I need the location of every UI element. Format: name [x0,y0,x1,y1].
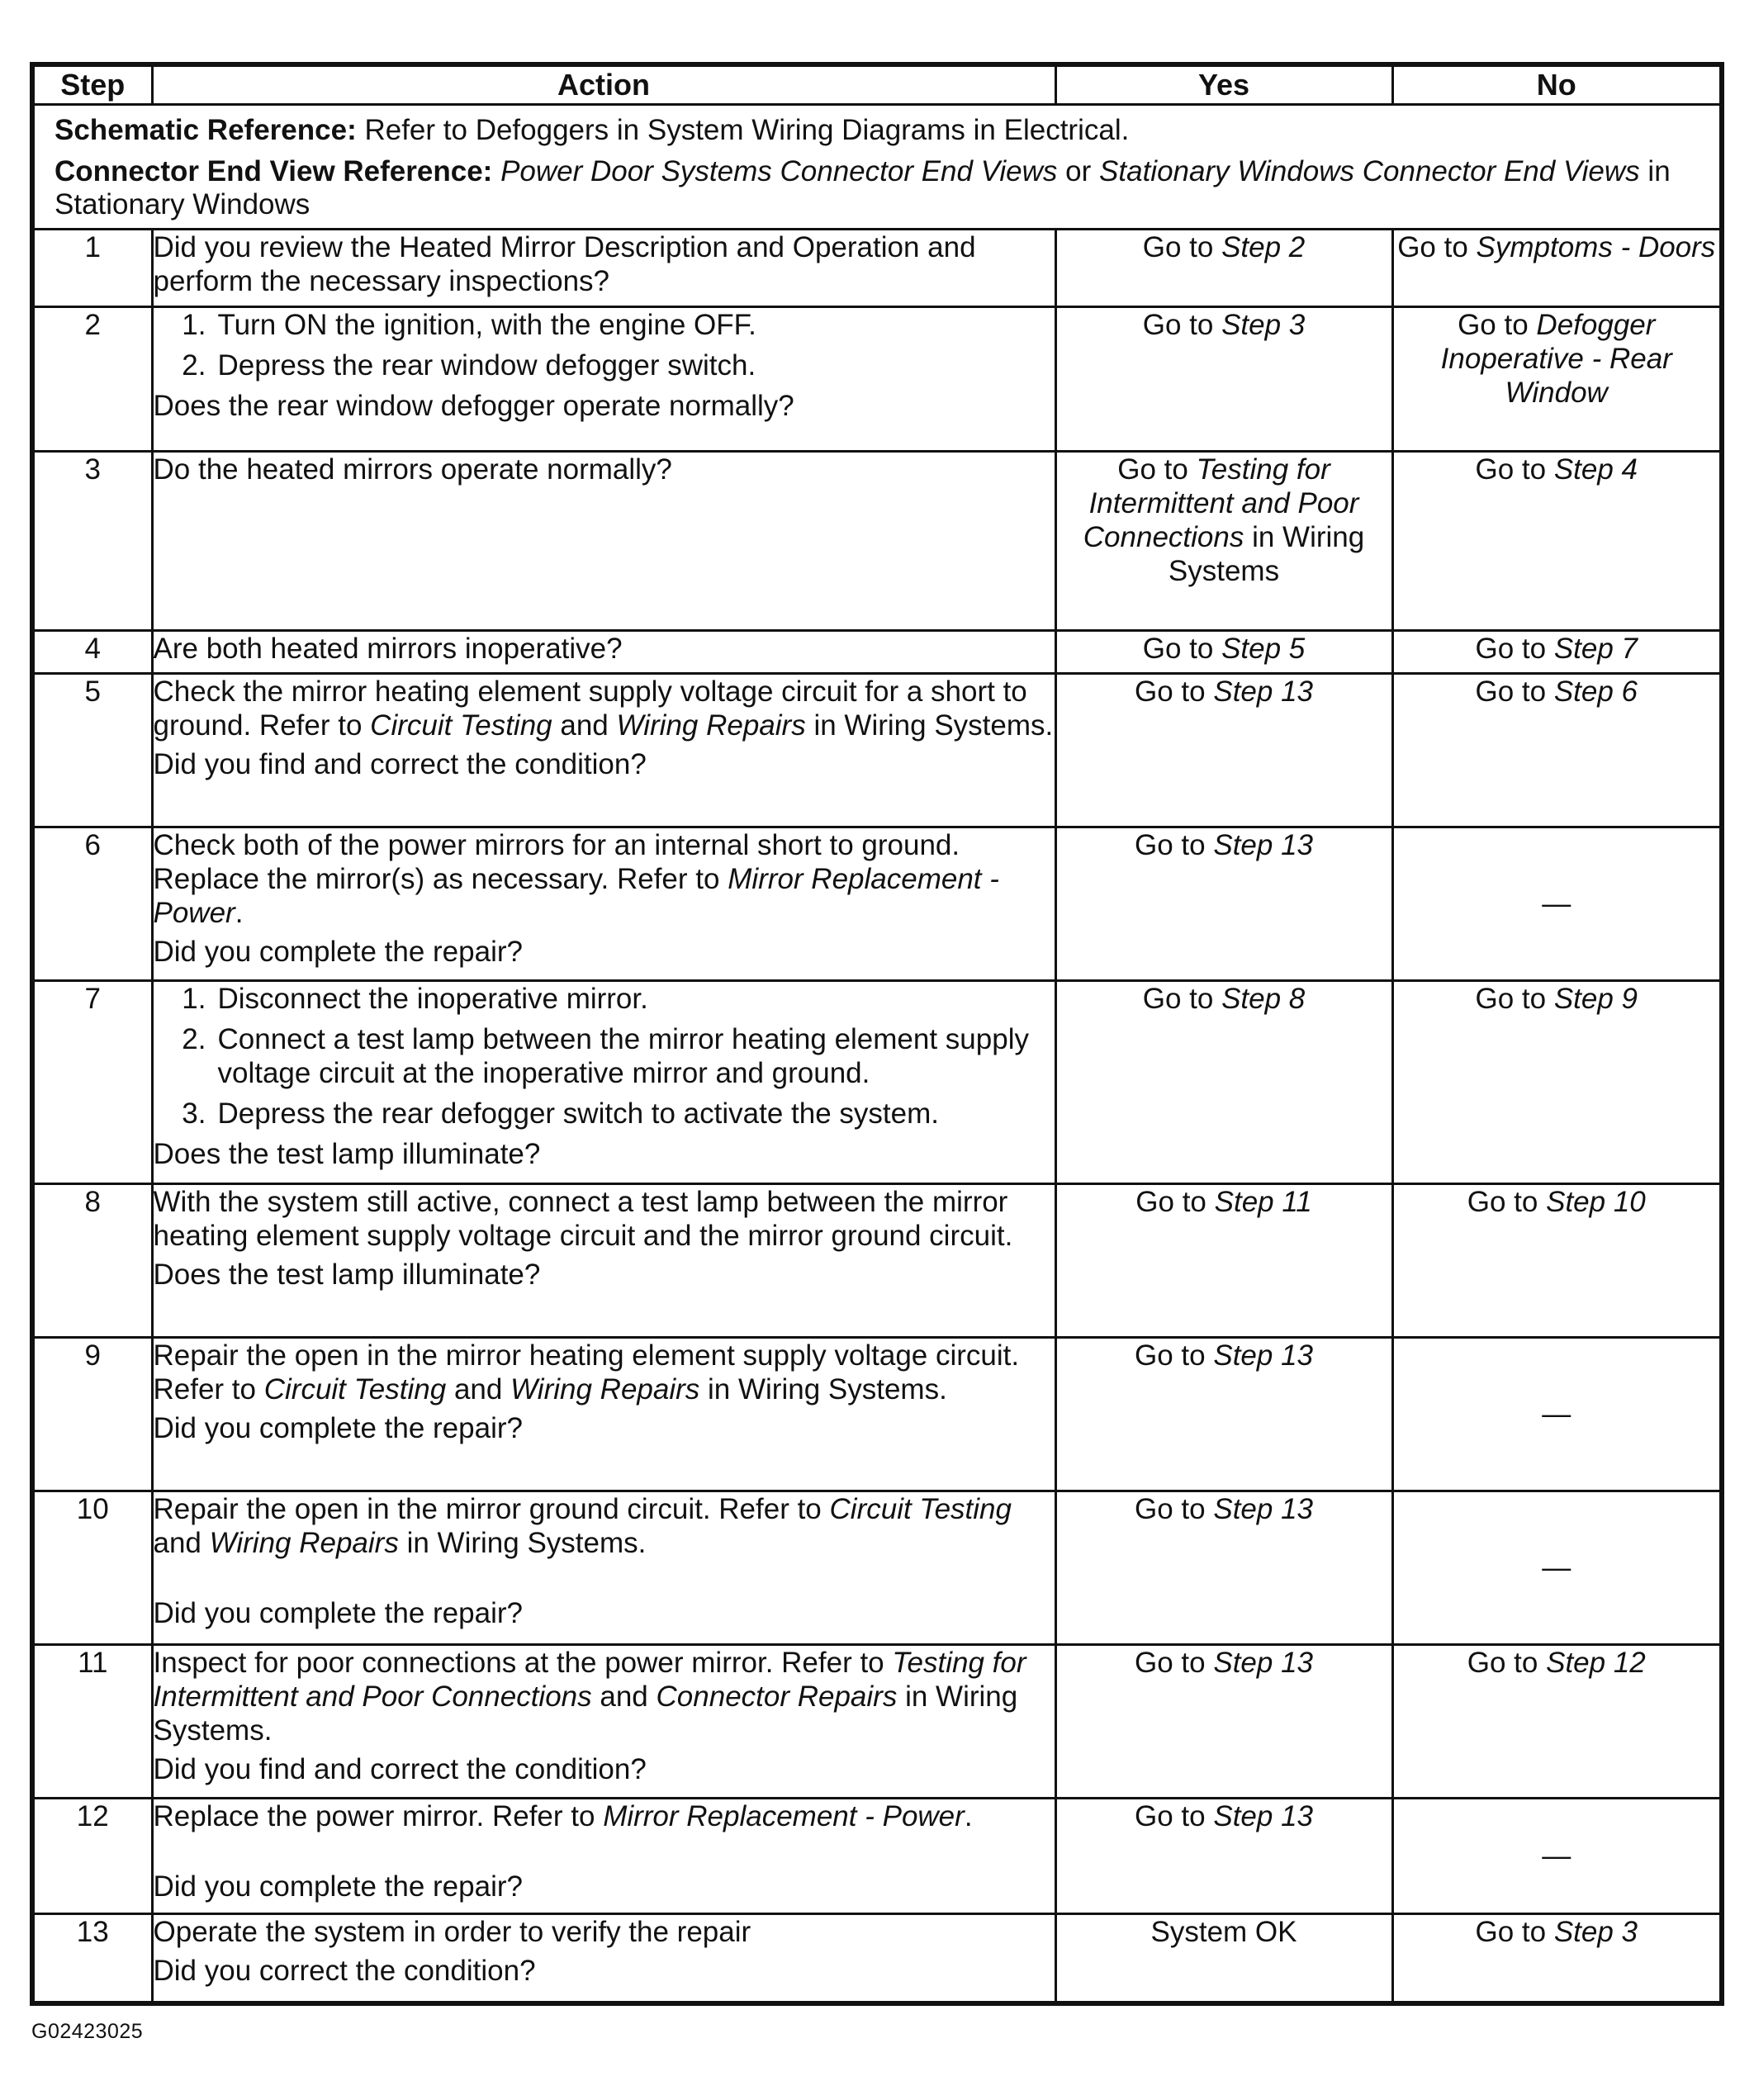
no-prefix: Go to [1475,453,1547,486]
yes-cell [1055,1184,1392,1338]
table-row [35,1338,1719,1491]
table-row [35,1799,1719,1914]
no-cell [1392,452,1719,631]
action-text: Inspect for poor connections at the power mirror. Refer to Testing for Intermittent and Poor Connections and Connector Repairs in Wiring Systems. [153,1647,1026,1747]
yes-link[interactable]: Step 2 [1221,231,1306,263]
connector-link-stationary[interactable]: Stationary Windows Connector End Views [1099,155,1640,187]
table-row [35,981,1719,1184]
action-text: Repair the open in the mirror heating element supply voltage circuit. Refer to Circuit Testing and Wiring Repairs in Wiring Systems. [153,1339,1020,1406]
yes-cell [1055,1914,1392,2001]
step-number: 4 [35,631,152,674]
substep: 1. Disconnect the inoperative mirror. [182,983,648,1015]
yes-cell [1055,1491,1392,1645]
no-prefix: Go to [1475,633,1547,665]
action-question: Does the test lamp illuminate? [153,1138,541,1170]
no-link[interactable]: Step 3 [1553,1916,1638,1948]
yes-result: System OK [1150,1916,1297,1948]
yes-link[interactable]: Step 11 [1214,1186,1312,1218]
yes-cell [1055,230,1392,307]
action-question: Did you complete the repair? [153,1412,523,1444]
header-action: Action [152,67,1055,105]
no-link[interactable]: Defogger Inoperative - Rear Window [1440,309,1672,409]
table-row [35,1914,1719,2001]
no-prefix: Go to [1475,676,1547,708]
action-question: Did you complete the repair? [153,936,523,968]
yes-cell [1055,1645,1392,1799]
schematic-reference [55,114,1699,147]
no-link[interactable]: Step 10 [1546,1186,1646,1218]
no-link[interactable]: Step 9 [1553,983,1638,1015]
action-text: Check the mirror heating element supply voltage circuit for a short to ground. Refer to Circuit Testing and Wiring Repairs in Wiring Systems. [153,676,1054,742]
yes-prefix: Go to [1135,676,1206,708]
ref-link[interactable]: Wiring Repairs [510,1373,700,1406]
no-link[interactable]: Step 6 [1553,676,1638,708]
action-question: Did you complete the repair? [153,1870,523,1903]
yes-prefix: Go to [1117,453,1188,486]
action-question: Do the heated mirrors operate normally? [153,453,672,486]
yes-cell [1055,981,1392,1184]
step-action [152,1645,1055,1799]
action-question: Did you correct the condition? [153,1955,536,1987]
step-number: 2 [35,307,152,452]
yes-cell [1055,631,1392,674]
action-question: Does the test lamp illuminate? [153,1259,541,1291]
step-action [152,1184,1055,1338]
connector-in: in Stationary Windows [55,155,1671,220]
action-text: Replace the power mirror. Refer to Mirror Replacement - Power. [153,1800,973,1832]
no-cell [1392,1645,1719,1799]
yes-link[interactable]: Step 8 [1221,983,1306,1015]
table-row [35,1645,1719,1799]
step-number: 12 [35,1799,152,1914]
step-number: 13 [35,1914,152,2001]
step-number: 10 [35,1491,152,1645]
table-row [35,631,1719,674]
no-dash: — [1542,888,1571,920]
ref-link[interactable]: Testing for Intermittent and Poor Connections [153,1647,1026,1713]
action-text: Operate the system in order to verify the repair [153,1916,751,1948]
yes-link[interactable]: Step 3 [1221,309,1306,341]
yes-link[interactable]: Step 13 [1213,1493,1313,1525]
ref-link[interactable]: Connector Repairs [656,1680,898,1713]
references-cell [35,105,1719,230]
no-prefix: Go to [1397,231,1468,263]
yes-prefix: Go to [1135,829,1206,861]
step-number: 3 [35,452,152,631]
references-row [35,105,1719,230]
yes-link[interactable]: Step 13 [1213,1339,1313,1372]
connector-or: or [1065,155,1092,187]
header-step: Step [35,67,152,105]
yes-link[interactable]: Testing for Intermittent and Poor Connections [1083,453,1359,553]
step-number: 8 [35,1184,152,1338]
yes-prefix: Go to [1135,1493,1206,1525]
yes-cell [1055,1338,1392,1491]
yes-prefix: Go to [1142,309,1214,341]
action-text: With the system still active, connect a test lamp between the mirror heating element supply voltage circuit and the mirror ground circuit. [153,1186,1013,1252]
yes-link[interactable]: Step 13 [1213,676,1313,708]
no-prefix: Go to [1467,1186,1538,1218]
step-action [152,230,1055,307]
yes-cell [1055,674,1392,827]
step-number: 1 [35,230,152,307]
step-action [152,1914,1055,2001]
action-text: Check both of the power mirrors for an internal short to ground. Replace the mirror(s) as necessary. Refer to Mirror Replacement - Power. [153,829,999,929]
action-text: Repair the open in the mirror ground circuit. Refer to Circuit Testing and Wiring Repairs in Wiring Systems. [153,1493,1012,1559]
action-question: Did you find and correct the condition? [153,1753,647,1785]
ref-link[interactable]: Wiring Repairs [209,1527,399,1559]
step-action [152,827,1055,981]
ref-link[interactable]: Mirror Replacement - Power [603,1800,965,1832]
no-link[interactable]: Step 4 [1553,453,1638,486]
no-prefix: Go to [1475,1916,1547,1948]
no-cell [1392,230,1719,307]
step-number: 7 [35,981,152,1184]
yes-cell [1055,827,1392,981]
no-cell [1392,981,1719,1184]
substep: 2. Connect a test lamp between the mirror heating element supply voltage circuit at the inoperative mirror and ground. [182,1023,1029,1089]
header-yes: Yes [1055,67,1392,105]
action-question: Did you find and correct the condition? [153,748,647,780]
yes-prefix: Go to [1142,231,1214,263]
no-dash: — [1542,1552,1571,1584]
yes-cell [1055,452,1392,631]
yes-link[interactable]: Step 5 [1221,633,1306,665]
step-action [152,674,1055,827]
yes-prefix: Go to [1142,633,1214,665]
no-cell [1392,827,1719,981]
step-number: 9 [35,1338,152,1491]
no-cell [1392,1914,1719,2001]
figure-id: G02423025 [31,2020,144,2043]
step-number: 6 [35,827,152,981]
table-row [35,230,1719,307]
table-row [35,827,1719,981]
action-question: Does the rear window defogger operate normally? [153,390,794,422]
yes-prefix: Go to [1135,1647,1206,1679]
step-action [152,631,1055,674]
yes-prefix: Go to [1135,1339,1206,1372]
ref-link[interactable]: Circuit Testing [370,709,552,742]
step-action [152,452,1055,631]
no-prefix: Go to [1475,983,1547,1015]
substep: 2. Depress the rear window defogger switch. [182,349,756,382]
connector-label: Connector End View Reference: [55,155,493,187]
no-link[interactable]: Symptoms - Doors [1476,231,1716,263]
no-dash: — [1542,1840,1571,1872]
action-question: Did you review the Heated Mirror Description and Operation and perform the necessary inspections? [153,231,976,297]
no-prefix: Go to [1458,309,1529,341]
no-link[interactable]: Step 12 [1546,1647,1646,1679]
schematic-label: Schematic Reference: [55,114,357,146]
step-action [152,1338,1055,1491]
yes-link[interactable]: Step 13 [1213,829,1313,861]
yes-prefix: Go to [1142,983,1214,1015]
step-action [152,307,1055,452]
diagnostic-table [35,67,1719,2001]
substep: 3. Depress the rear defogger switch to activate the system. [182,1097,939,1130]
diagnostic-table-frame [30,62,1724,2006]
yes-link[interactable]: Step 13 [1213,1647,1313,1679]
action-question: Are both heated mirrors inoperative? [153,633,623,665]
substep-list [154,982,1055,1131]
no-cell [1392,1491,1719,1645]
action-question: Did you complete the repair? [153,1597,523,1629]
step-number: 11 [35,1645,152,1799]
yes-cell [1055,1799,1392,1914]
table-row [35,674,1719,827]
step-action [152,1799,1055,1914]
table-row [35,452,1719,631]
table-row [35,307,1719,452]
table-header-row [35,67,1719,105]
schematic-text: Refer to Defoggers in System Wiring Diagrams in Electrical. [364,114,1130,146]
no-cell [1392,1184,1719,1338]
connector-reference [55,155,1699,221]
no-link[interactable]: Step 7 [1553,633,1638,665]
step-number: 5 [35,674,152,827]
no-cell [1392,1799,1719,1914]
yes-prefix: Go to [1135,1800,1206,1832]
no-cell [1392,631,1719,674]
no-cell [1392,674,1719,827]
step-action [152,1491,1055,1645]
ref-link[interactable]: Wiring Repairs [616,709,806,742]
yes-link[interactable]: Step 13 [1213,1800,1313,1832]
substep-list [154,308,1055,382]
yes-suffix: in Wiring Systems [1168,521,1365,587]
ref-link[interactable]: Mirror Replacement - Power [153,863,999,929]
no-cell [1392,307,1719,452]
ref-link[interactable]: Circuit Testing [829,1493,1012,1525]
yes-cell [1055,307,1392,452]
no-prefix: Go to [1467,1647,1538,1679]
table-row [35,1491,1719,1645]
header-no: No [1392,67,1719,105]
no-dash: — [1542,1398,1571,1430]
substep: 1. Turn ON the ignition, with the engine OFF. [182,309,756,341]
no-cell [1392,1338,1719,1491]
connector-link-power-door[interactable]: Power Door Systems Connector End Views [500,155,1058,187]
table-row [35,1184,1719,1338]
step-action [152,981,1055,1184]
ref-link[interactable]: Circuit Testing [263,1373,447,1406]
yes-prefix: Go to [1135,1186,1206,1218]
